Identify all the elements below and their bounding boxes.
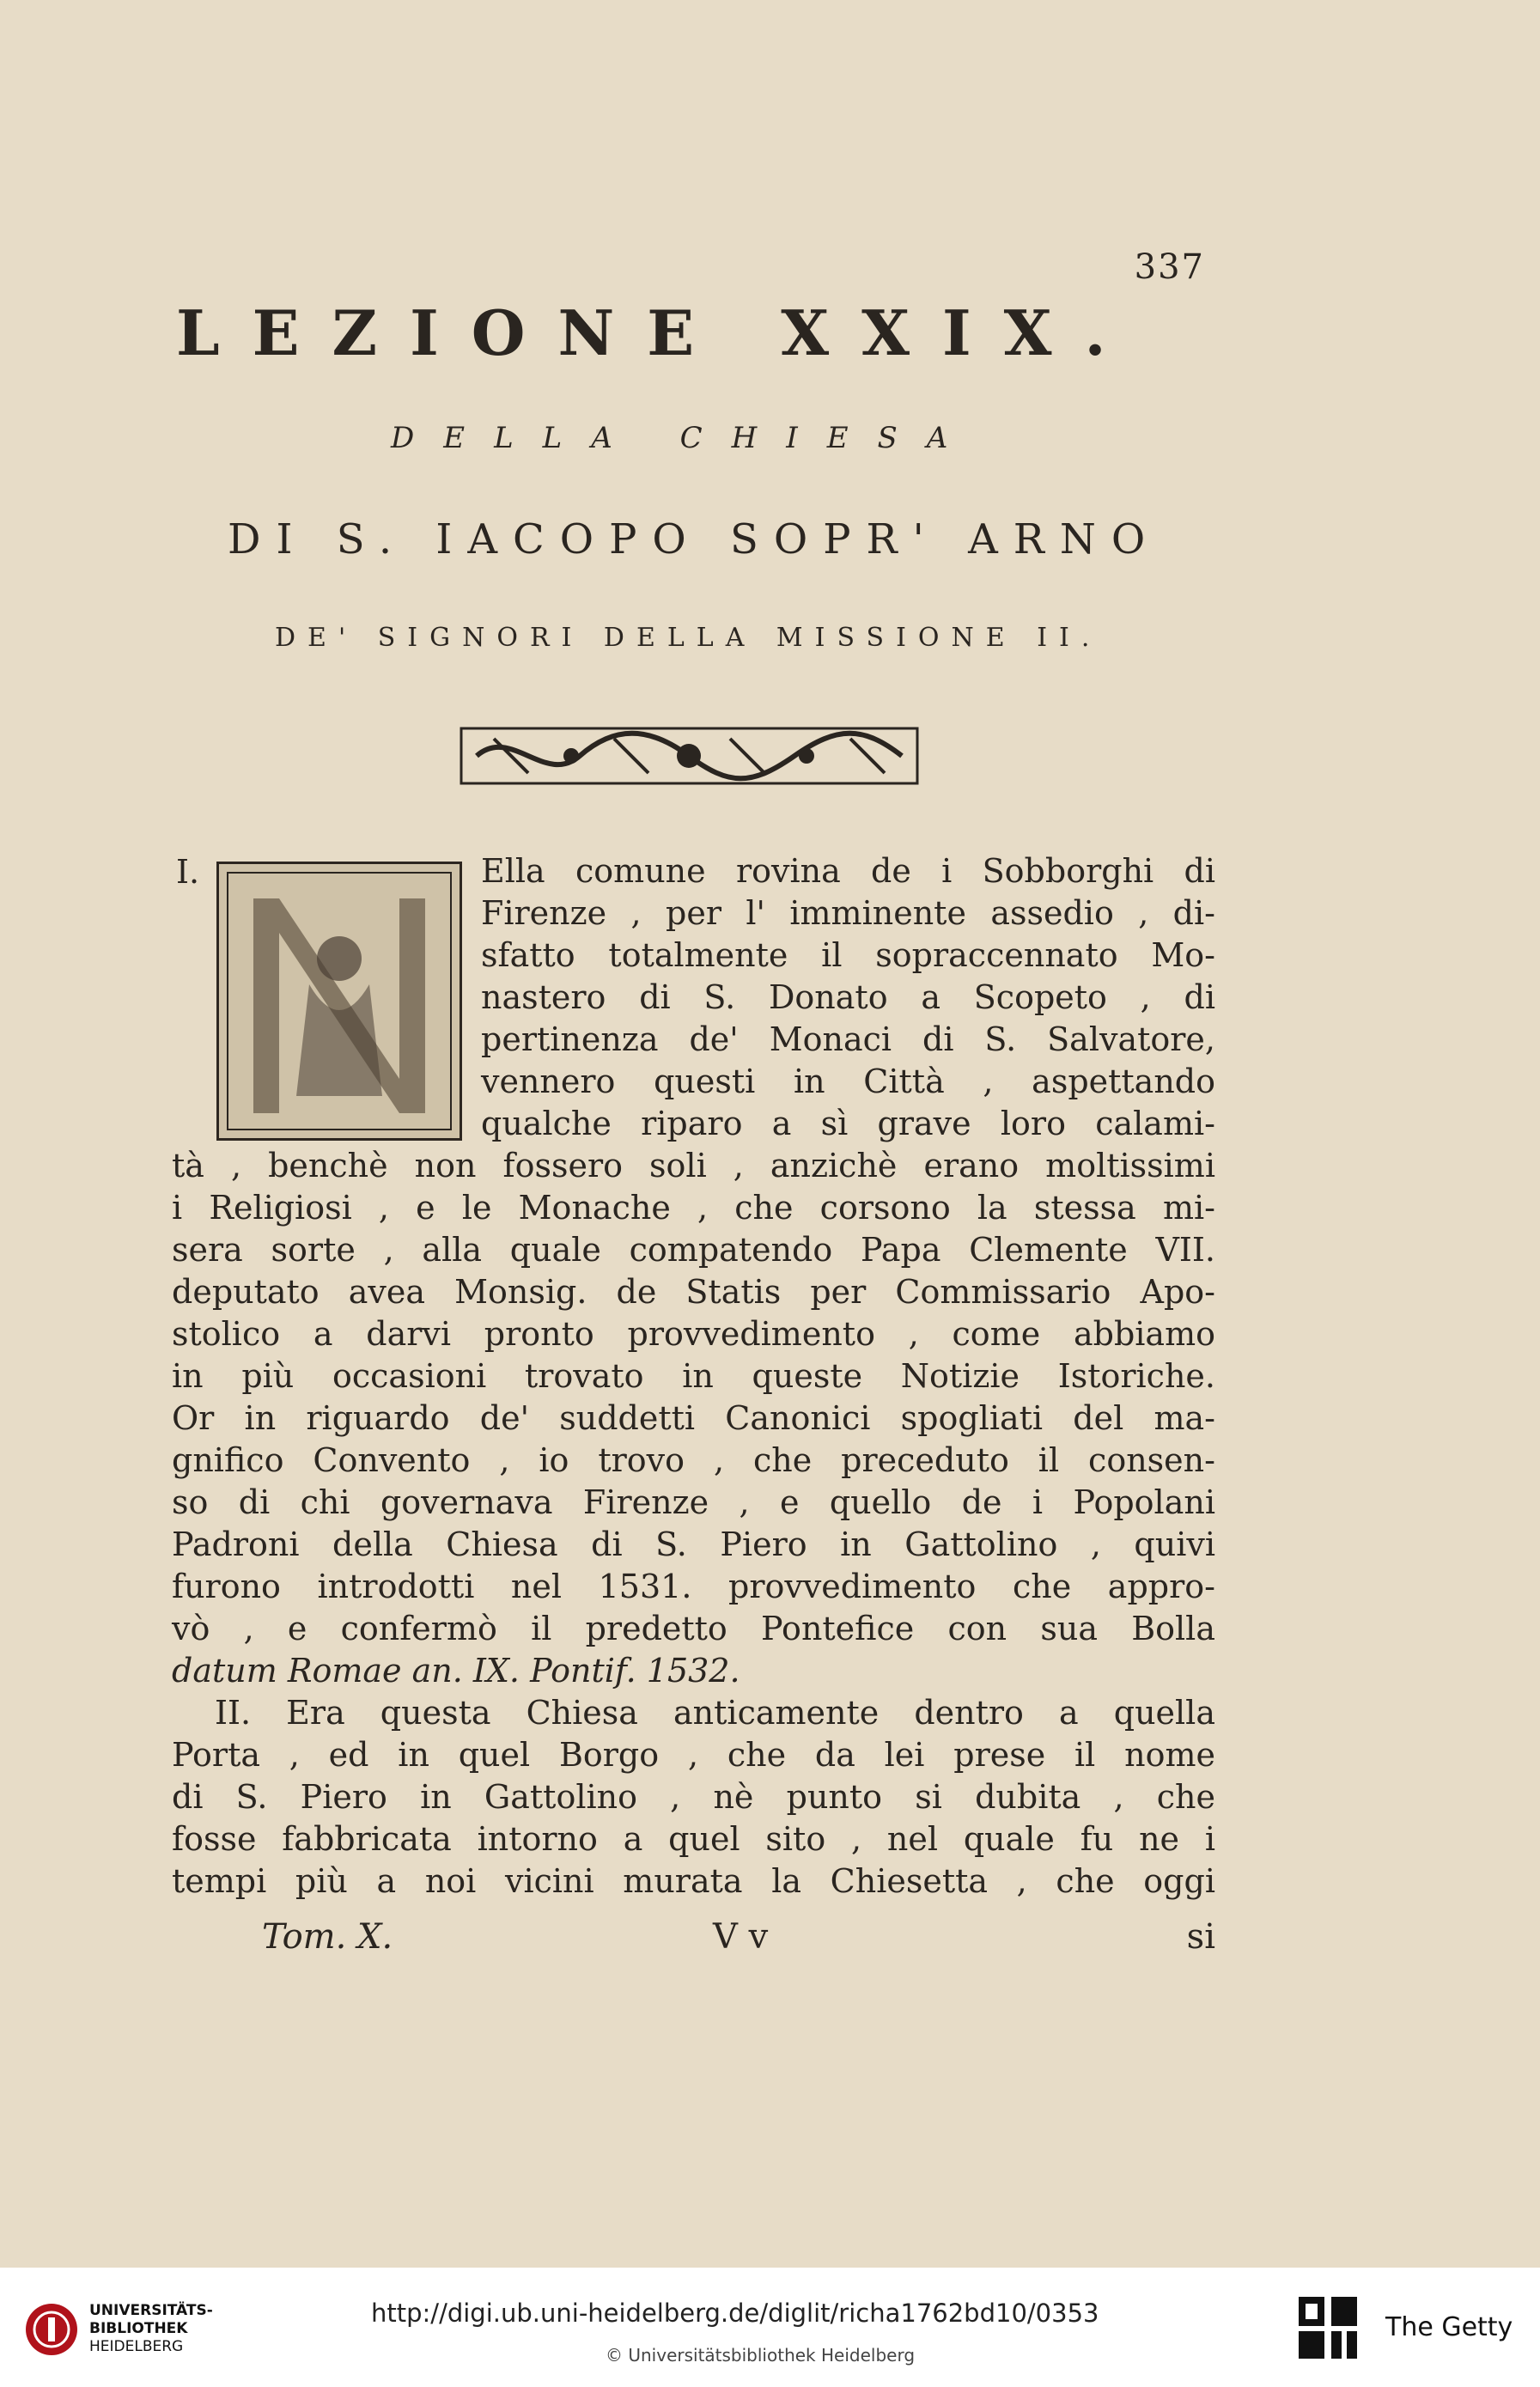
text-line: nastero di S. Donato a Scopeto , di	[481, 978, 1215, 1016]
body-text	[172, 850, 1215, 1903]
text-line: di S. Piero in Gattolino , nè punto si dubita , che	[172, 1778, 1215, 1816]
text-line: furono introdotti nel 1531. provvedimento che appro-	[172, 1568, 1215, 1605]
ornament-vignette-icon	[460, 722, 919, 790]
text-line: stolico a darvi pronto provvedimento , come abbiamo	[172, 1315, 1215, 1353]
text-line: II. Era questa Chiesa anticamente dentro a quella	[215, 1694, 1215, 1732]
subtitle-church-name: DI S. IACOPO SOPR' ARNO	[228, 515, 1161, 563]
institution-line: BIBLIOTHEK	[89, 2320, 188, 2337]
institution-name	[89, 2302, 213, 2356]
text-line: Ella comune rovina de i Sobborghi di	[481, 852, 1215, 890]
text-line: fosse fabbricata intorno a quel sito , nel quale fu ne i	[172, 1820, 1215, 1858]
institution-line: UNIVERSITÄTS-	[89, 2302, 213, 2319]
text-line: vennero questi in Città , aspettando	[481, 1063, 1215, 1100]
text-line: sfatto totalmente il sopraccennato Mo-	[481, 936, 1215, 974]
text-line: Porta , ed in quel Borgo , che da lei prese il nome	[172, 1736, 1215, 1774]
text-line: qualche riparo a sì grave loro calami-	[481, 1105, 1215, 1142]
getty-name: The Getty	[1385, 2312, 1513, 2342]
permalink-url[interactable]: http://digi.ub.uni-heidelberg.de/diglit/richa1762bd10/0353	[371, 2299, 1099, 2328]
subtitle-signori: DE' SIGNORI DELLA MISSIONE II.	[275, 623, 1102, 653]
text-line: tà , benchè non fossero soli , anzichè erano moltissimi	[172, 1147, 1215, 1184]
text-line: deputato avea Monsig. de Statis per Commissario Apo-	[172, 1273, 1215, 1311]
copyright-notice: © Universitätsbibliothek Heidelberg	[606, 2345, 916, 2366]
text-line: gnifico Convento , io trovo , che preceduto il consen-	[172, 1441, 1215, 1479]
signature-mark: V v	[713, 1917, 769, 1957]
page-number: 337	[1134, 247, 1205, 287]
text-line: Firenze , per l' imminente assedio , di-	[481, 894, 1215, 932]
text-line: i Religiosi , e le Monache , che corsono la stessa mi-	[172, 1189, 1215, 1227]
volume-label: Tom. X.	[262, 1917, 393, 1957]
text-line: in più occasioni trovato in queste Notizie Istoriche.	[172, 1357, 1215, 1395]
catchword: si	[1186, 1917, 1215, 1957]
text-line: tempi più a noi vicini murata la Chiesetta , che oggi	[172, 1862, 1215, 1900]
viewer-footer-bar	[0, 2268, 1540, 2387]
text-line: so di chi governava Firenze , e quello de i Popolani	[172, 1483, 1215, 1521]
lesson-title: LEZIONE XXIX.	[176, 296, 1139, 369]
text-line: Or in riguardo de' suddetti Canonici spogliati del ma-	[172, 1399, 1215, 1437]
text-line: Padroni della Chiesa di S. Piero in Gattolino , quivi	[172, 1525, 1215, 1563]
institution-line: HEIDELBERG	[89, 2338, 184, 2355]
subtitle-della-chiesa: DELLA CHIESA	[391, 421, 977, 455]
paragraph-number: I.	[176, 853, 200, 891]
text-line: vò , e confermò il predetto Pontefice con sua Bolla	[172, 1610, 1215, 1647]
text-line: sera sorte , alla quale compatendo Papa Clemente VII.	[172, 1231, 1215, 1269]
text-line: pertinenza de' Monaci di S. Salvatore,	[481, 1020, 1215, 1058]
text-line: datum Romae an. IX. Pontif. 1532.	[172, 1652, 740, 1690]
heidelberg-seal-icon	[24, 2302, 79, 2357]
page-footer	[262, 1917, 1215, 1957]
getty-logo-icon	[1295, 2293, 1362, 2362]
